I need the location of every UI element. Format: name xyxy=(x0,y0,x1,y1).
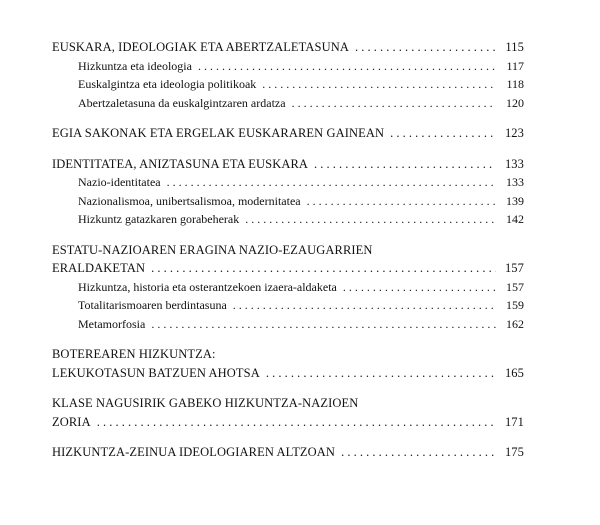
toc-entry-page: 133 xyxy=(504,156,524,171)
toc-entry-page: 157 xyxy=(504,261,524,275)
toc-entry[interactable] xyxy=(52,155,524,174)
dot-leader xyxy=(151,315,496,334)
toc-subentry[interactable] xyxy=(52,278,524,297)
spacer xyxy=(52,382,524,394)
spacer xyxy=(52,143,524,155)
spacer xyxy=(52,333,524,345)
toc-subentry-page: 159 xyxy=(506,298,524,312)
dot-leader xyxy=(97,413,496,432)
dot-leader xyxy=(245,210,496,229)
toc-subentry-page: 157 xyxy=(506,279,524,294)
dot-leader xyxy=(151,259,496,278)
toc-entry[interactable] xyxy=(52,364,524,383)
toc-entry-title: HIZKUNTZA-ZEINUA IDEOLOGIAREN ALTZOAN xyxy=(52,445,336,459)
dot-leader xyxy=(266,364,496,383)
toc-subentry-page: 139 xyxy=(506,193,524,208)
toc-section-2 xyxy=(52,124,524,143)
dot-leader xyxy=(314,155,496,174)
toc-entry-page: 165 xyxy=(504,365,524,380)
toc-subentry-title: Totalitarismoaren berdintasuna xyxy=(78,298,227,312)
dot-leader xyxy=(390,124,496,143)
toc-subentry-title: Abertzaletasuna da euskalgintzaren ardatza xyxy=(78,95,286,110)
toc-entry-page: 175 xyxy=(504,445,524,459)
toc-subentry-title: Metamorfosia xyxy=(78,316,146,331)
toc-subentry-page: 162 xyxy=(506,316,524,331)
toc-subentry[interactable] xyxy=(52,315,524,334)
table-of-contents xyxy=(52,38,524,462)
toc-section-5 xyxy=(52,345,524,382)
toc-section-7 xyxy=(52,443,524,462)
toc-section-1 xyxy=(52,38,524,112)
dot-leader xyxy=(355,38,496,57)
toc-subentry[interactable] xyxy=(52,57,524,76)
toc-section-3 xyxy=(52,155,524,229)
toc-entry-title: ZORIA xyxy=(52,414,91,429)
toc-subentry-page: 133 xyxy=(506,175,524,189)
dot-leader xyxy=(233,296,496,315)
dot-leader xyxy=(167,173,496,192)
toc-entry-title-line[interactable]: ESTATU-NAZIOAREN ERAGINA NAZIO-EZAUGARRIEN xyxy=(52,242,373,257)
toc-entry[interactable] xyxy=(52,443,524,462)
toc-entry-title-line[interactable]: KLASE NAGUSIRIK GABEKO HIZKUNTZA-NAZIOEN xyxy=(52,396,359,410)
toc-entry-title: ERALDAKETAN xyxy=(52,261,146,275)
toc-entry-page: 123 xyxy=(504,126,524,140)
toc-entry-title: LEKUKOTASUN BATZUEN AHOTSA xyxy=(52,365,260,380)
toc-entry-page: 171 xyxy=(504,414,524,429)
toc-subentry-title: Hizkuntz gatazkaren gorabeherak xyxy=(78,212,240,226)
dot-leader xyxy=(343,278,496,297)
dot-leader xyxy=(292,94,496,113)
toc-subentry-title: Hizkuntza eta ideologia xyxy=(78,58,192,73)
spacer xyxy=(52,229,524,241)
toc-subentry-page: 120 xyxy=(506,95,524,110)
dot-leader xyxy=(307,192,496,211)
toc-subentry[interactable] xyxy=(52,94,524,113)
dot-leader xyxy=(341,443,496,462)
toc-entry[interactable] xyxy=(52,124,524,143)
toc-subentry-title: Euskalgintza eta ideologia politikoak xyxy=(78,77,257,91)
toc-entry-title: IDENTITATEA, ANIZTASUNA ETA EUSKARA xyxy=(52,156,309,171)
toc-entry[interactable] xyxy=(52,413,524,432)
toc-entry[interactable] xyxy=(52,38,524,57)
dot-leader xyxy=(262,75,496,94)
toc-entry[interactable] xyxy=(52,259,524,278)
toc-subentry-title: Nazio-identitatea xyxy=(78,175,161,189)
toc-subentry[interactable] xyxy=(52,173,524,192)
toc-section-6 xyxy=(52,394,524,431)
dot-leader xyxy=(198,57,496,76)
toc-subentry[interactable] xyxy=(52,192,524,211)
spacer xyxy=(52,431,524,443)
toc-entry-title-line[interactable]: BOTEREAREN HIZKUNTZA: xyxy=(52,347,216,361)
toc-section-4 xyxy=(52,241,524,334)
toc-entry-page: 115 xyxy=(505,40,524,54)
toc-subentry-page: 118 xyxy=(506,77,524,91)
toc-entry-title: EUSKARA, IDEOLOGIAK ETA ABERTZALETASUNA xyxy=(52,40,349,54)
toc-subentry-title: Hizkuntza, historia eta osterantzekoen izaera-aldaketa xyxy=(78,279,337,294)
toc-subentry[interactable] xyxy=(52,296,524,315)
toc-subentry-title: Nazionalismoa, unibertsalismoa, modernitatea xyxy=(78,193,301,208)
toc-subentry-page: 117 xyxy=(506,58,524,73)
spacer xyxy=(52,112,524,124)
toc-subentry[interactable] xyxy=(52,210,524,229)
toc-subentry[interactable] xyxy=(52,75,524,94)
toc-subentry-page: 142 xyxy=(506,212,524,226)
toc-entry-title: EGIA SAKONAK ETA ERGELAK EUSKARAREN GAINEAN xyxy=(52,126,385,140)
